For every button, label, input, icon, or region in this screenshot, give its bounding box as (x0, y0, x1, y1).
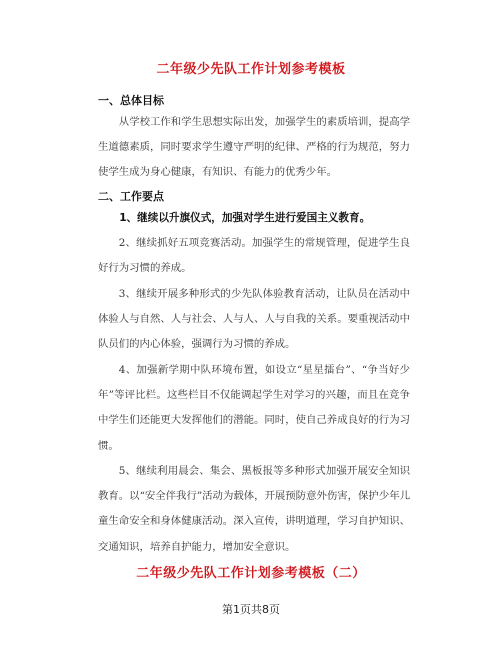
section-heading-key-points: 二、工作要点 (98, 190, 164, 203)
key-point-3: 3、继续开展多种形式的少先队体验教育活动，让队员在活动中体验人与自然、人与社会、人与人、人与自我的关系。要重视活动中队员们的内心体验，强调行为习惯的养成。 (98, 288, 410, 351)
key-point-5: 5、继续利用晨会、集会、黑板报等多种形式加强开展安全知识教育。以“安全伴我行”活动为载体，开展预防意外伤害，保护少年儿童生命安全和身体健康活动。深入宣传，讲明道理，学习自护知识、交通知识，培养自护能力，增加安全意识。 (98, 465, 410, 553)
next-document-title: 二年级少先队工作计划参考模板（二） (136, 566, 366, 581)
page-number-footer: 第1页共8页 (222, 603, 280, 616)
key-point-2: 2、继续抓好五项竞赛活动。加强学生的常规管理，促进学生良好行为习惯的养成。 (98, 237, 410, 275)
section-text-goals: 从学校工作和学生思想实际出发，加强学生的素质培训，提高学生道德素质，同时要求学生遵守严明的纪律、严格的行为规范，努力使学生成为身心健康，有知识、有能力的优秀少年。 (98, 116, 410, 179)
key-point-1: 1、继续以升旗仪式，加强对学生进行爱国主义教育。 (119, 212, 371, 224)
section-heading-goals: 一、总体目标 (98, 94, 164, 107)
key-point-4: 4、加强新学期中队环境布置，如设立“星星擂台”、“争当好少年”等评比栏。这些栏目不仅能调起学生对学习的兴趣，而且在竞争中学生们还能更大发挥他们的潜能。同时，使自己养成良好的行为习惯。 (98, 364, 410, 452)
document-title: 二年级少先队工作计划参考模板 (156, 62, 346, 77)
